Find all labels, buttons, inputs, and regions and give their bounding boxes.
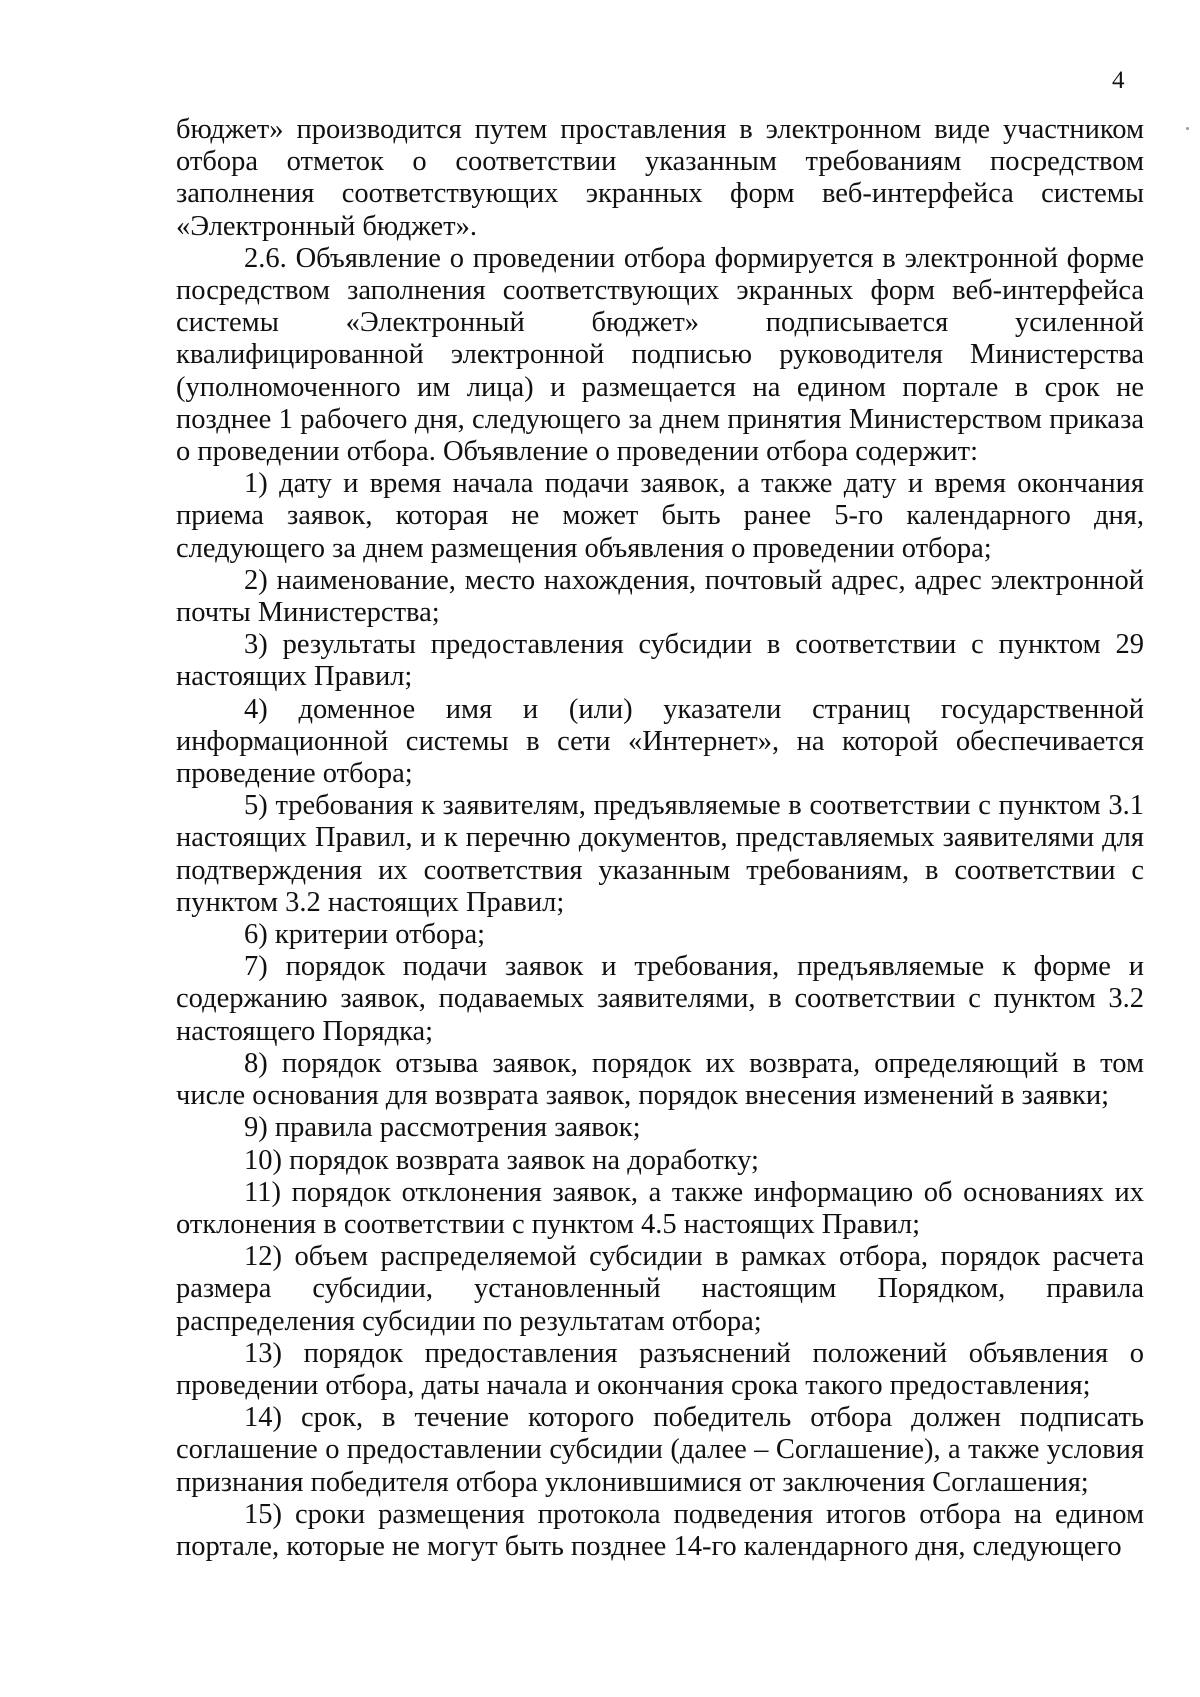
list-item-13: 13) порядок предоставления разъяснений положений объявления о проведении отбора, даты начала и окончания срока такого предоставления; [176, 1337, 1144, 1401]
list-item-2: 2) наименование, место нахождения, почтовый адрес, адрес электронной почты Министерства; [176, 564, 1144, 629]
list-item-6: 6) критерии отбора; [244, 919, 486, 951]
list-item-8: 8) порядок отзыва заявок, порядок их возврата, определяющий в том числе основания для возврата заявок, порядок внесения изменений в заявки; [176, 1047, 1144, 1112]
list-item-1: 1) дату и время начала подачи заявок, а также дату и время окончания приема заявок, которая не может быть ранее 5-го календарного дня, следующего за днем размещения объявления о проведении отбора; [176, 468, 1144, 564]
list-item-9: 9) правила рассмотрения заявок; [244, 1112, 641, 1144]
paragraph-2-6: 2.6. Объявление о проведении отбора формируется в электронной форме посредством заполнения соответствующих экранных форм веб-интерфейса системы «Электронный бюджет» подписывается усиленной квалифицированной электронной подписью руководителя Министерства (уполномоченного им лица) и размещается на едином портале в срок не позднее 1 рабочего дня, следующего за днем принятия Министерством приказа о проведении отбора. Объявление о проведении отбора содержит: [176, 242, 1144, 468]
list-item-7: 7) порядок подачи заявок и требования, предъявляемые к форме и содержанию заявок, подаваемых заявителями, в соответствии с пунктом 3.2 настоящего Порядка; [176, 951, 1144, 1047]
paragraph-continuation: бюджет» производится путем проставления в электронном виде участником отбора отметок о соответствии указанным требованиям посредством заполнения соответствующих экранных форм веб-интерфейса системы «Электронный бюджет». [176, 114, 1144, 242]
list-item-15: 15) сроки размещения протокола подведения итогов отбора на едином портале, которые не могут быть позднее 14-го календарного дня, следующего [176, 1498, 1144, 1562]
list-item-12: 12) объем распределяемой субсидии в рамках отбора, порядок расчета размера субсидии, установленный настоящим Порядком, правила распределения субсидии по результатам отбора; [176, 1241, 1144, 1337]
document-body [176, 114, 1144, 1563]
page-number: 4 [1112, 67, 1125, 94]
list-item-5: 5) требования к заявителям, предъявляемые в соответствии с пунктом 3.1 настоящих Правил, и к перечню документов, представляемых заявителями для подтверждения их соответствия указанным требованиям, в соответствии с пунктом 3.2 настоящих Правил; [176, 790, 1144, 918]
list-item-10: 10) порядок возврата заявок на доработку; [244, 1144, 759, 1176]
scan-speck [1186, 127, 1189, 130]
list-item-3: 3) результаты предоставления субсидии в соответствии с пунктом 29 настоящих Правил; [176, 629, 1144, 693]
list-item-11: 11) порядок отклонения заявок, а также информацию об основаниях их отклонения в соответствии с пунктом 4.5 настоящих Правил; [176, 1176, 1144, 1240]
list-item-14: 14) срок, в течение которого победитель отбора должен подписать соглашение о предоставлении субсидии (далее – Соглашение), а также условия признания победителя отбора уклонившимися от заключения Соглашения; [176, 1402, 1144, 1498]
list-item-4: 4) доменное имя и (или) указатели страниц государственной информационной системы в сети «Интернет», на которой обеспечивается проведение отбора; [176, 693, 1144, 790]
